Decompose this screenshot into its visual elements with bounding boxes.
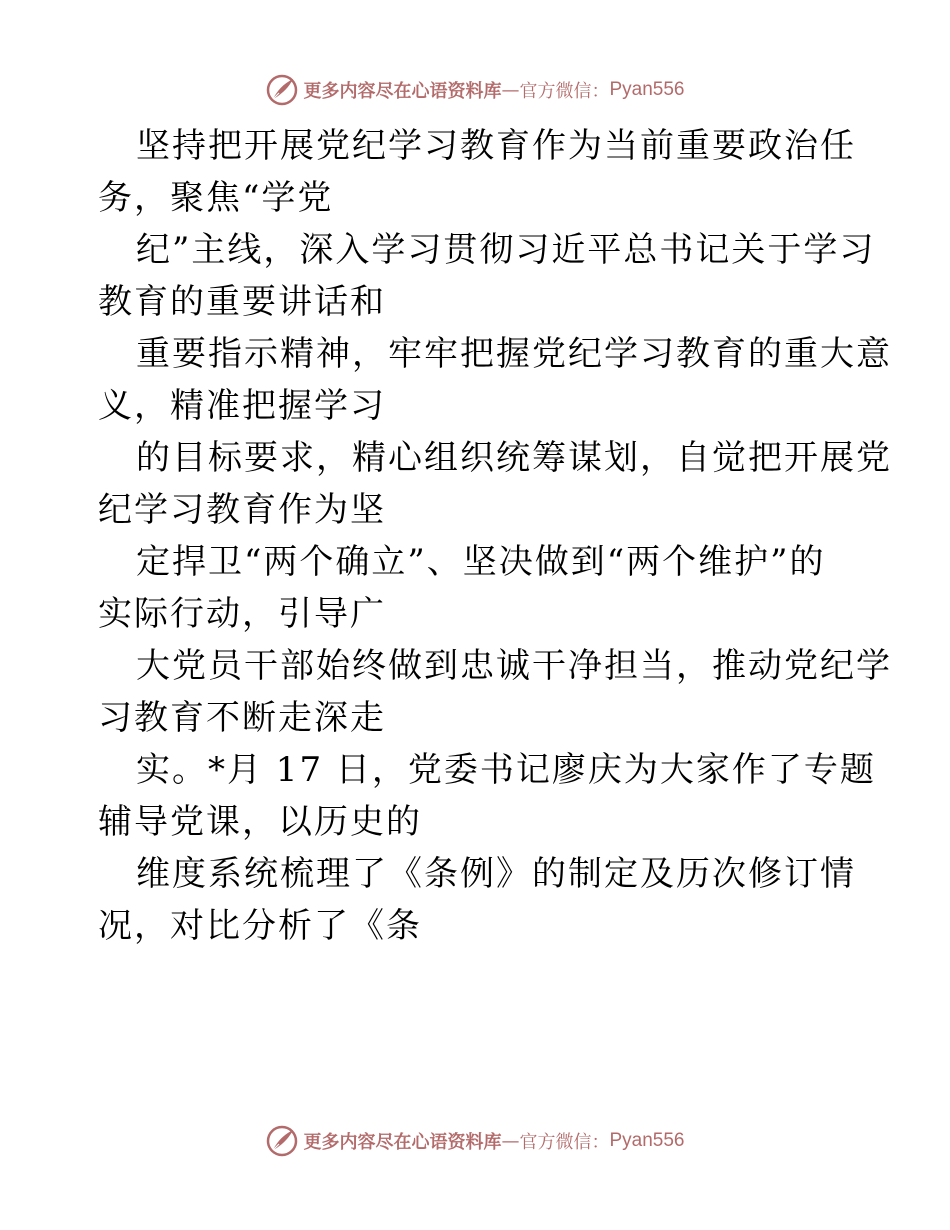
- header-site-text: 更多内容尽在心语资料库: [303, 81, 502, 102]
- body-line: 纪”主线，深入学习贯彻习近平总书记关于学习: [136, 230, 876, 270]
- feather-pen-icon: [265, 1124, 299, 1158]
- body-line: 义，精准把握学习: [98, 386, 386, 426]
- body-line: 实际行动，引导广: [98, 594, 386, 634]
- footer-separator: —: [501, 1130, 520, 1152]
- header-wechat-label: 官方微信：: [519, 81, 610, 102]
- footer-wechat-label: 官方微信：: [519, 1132, 610, 1153]
- body-line: 况，对比分析了《条: [98, 906, 422, 946]
- feather-pen-icon: [265, 73, 299, 107]
- header-banner: [0, 70, 950, 110]
- body-line: 维度系统梳理了《条例》的制定及历次修订情: [136, 854, 856, 894]
- body-line: 大党员干部始终做到忠诚干净担当，推动党纪学: [136, 646, 892, 686]
- body-line: 务，聚焦“学党: [98, 178, 334, 218]
- body-line: 的目标要求，精心组织统筹谋划，自觉把开展党: [136, 438, 892, 478]
- footer-wechat-id: Pyan556: [609, 1130, 685, 1151]
- footer-banner: [0, 1121, 950, 1161]
- body-line: 习教育不断走深走: [98, 698, 386, 738]
- body-line: 纪学习教育作为坚: [98, 490, 386, 530]
- header-wechat-id: Pyan556: [609, 79, 685, 100]
- header-separator: —: [501, 79, 520, 101]
- document-body: [98, 120, 892, 952]
- body-line: 定捍卫“两个确立”、坚决做到“两个维护”的: [136, 542, 826, 582]
- body-line: 重要指示精神，牢牢把握党纪学习教育的重大意: [136, 334, 892, 374]
- body-line: 实。*月 17 日，党委书记廖庆为大家作了专题: [136, 750, 876, 790]
- footer-site-text: 更多内容尽在心语资料库: [303, 1132, 502, 1153]
- body-line: 辅导党课，以历史的: [98, 802, 422, 842]
- body-line: 教育的重要讲话和: [98, 282, 386, 322]
- body-line: 坚持把开展党纪学习教育作为当前重要政治任: [136, 126, 856, 166]
